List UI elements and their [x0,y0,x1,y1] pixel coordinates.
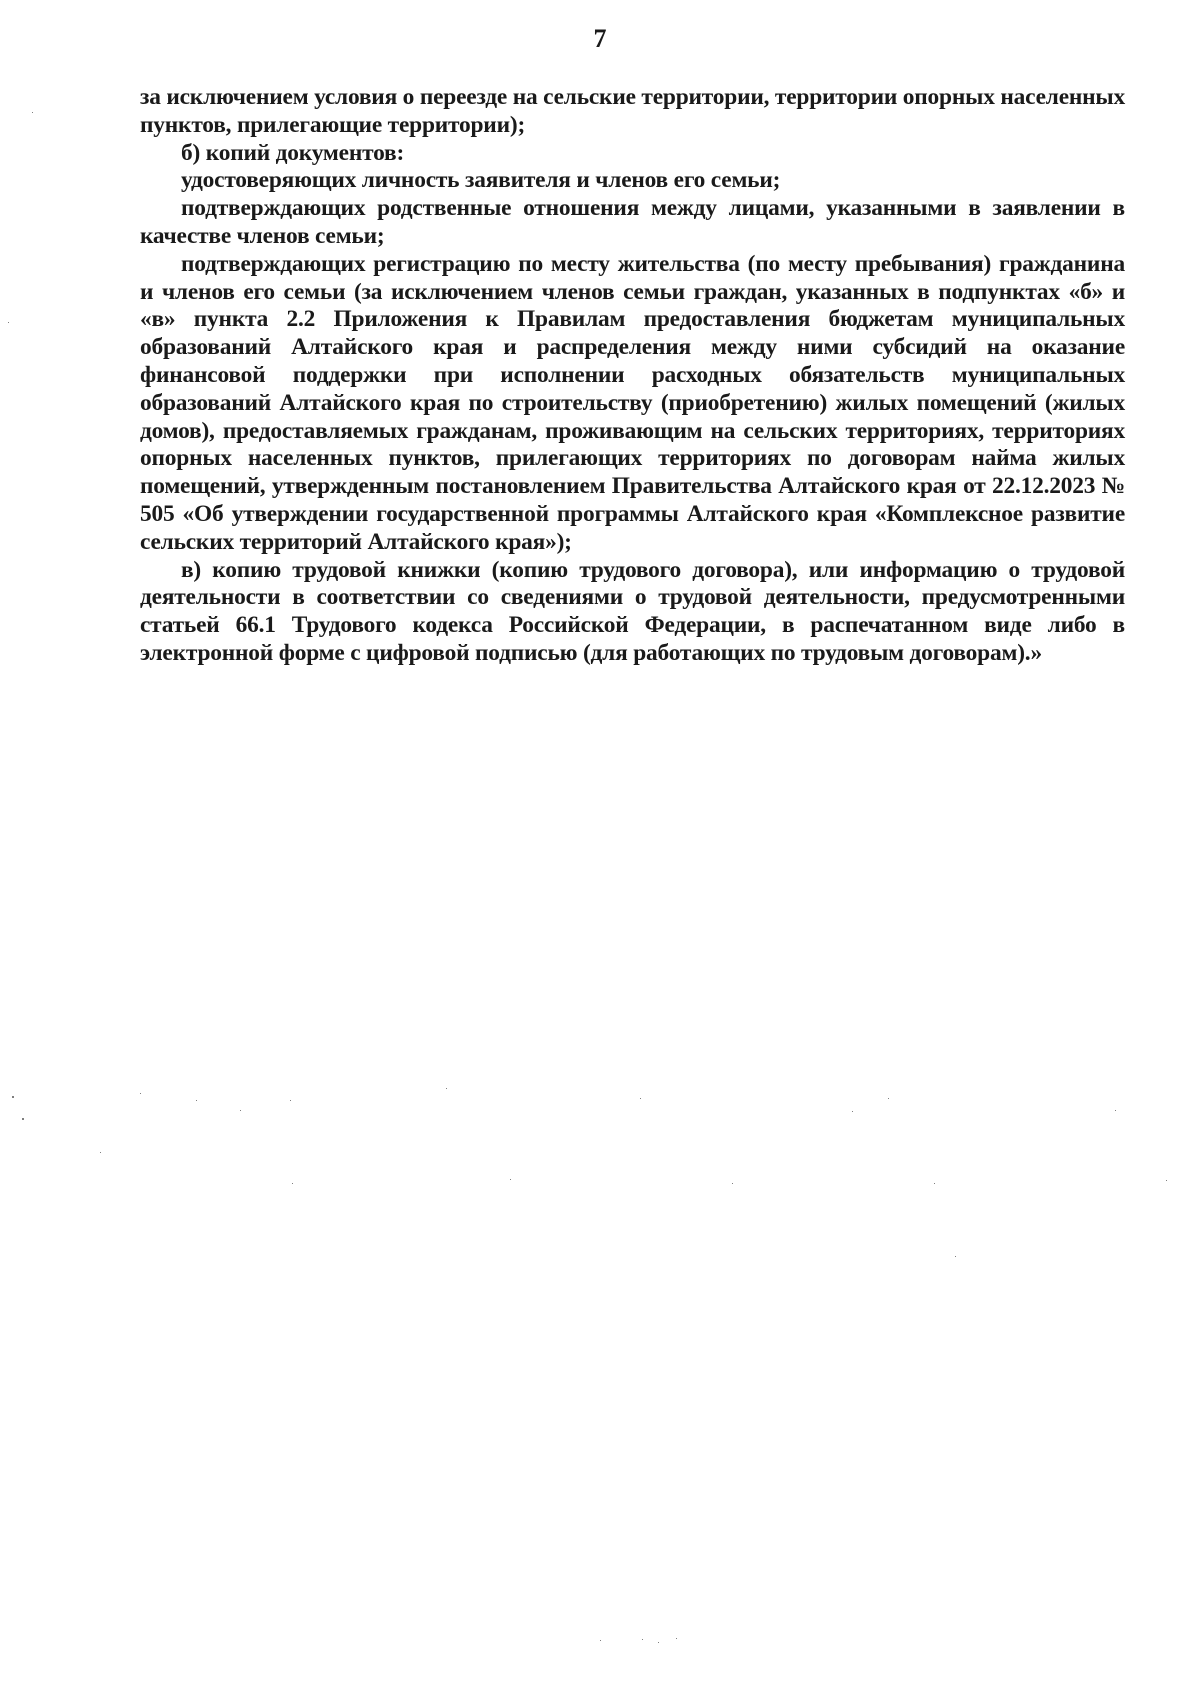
scan-speck [852,1111,853,1112]
scan-speck [240,1110,241,1111]
scan-speck [8,322,9,323]
paragraph-identity-documents: удостоверяющих личность заявителя и членов его семьи; [181,167,781,194]
paragraph-continuation: за исключением условия о переезде на сельские территории, территории опорных населенных пунктов, прилегающие территории); [140,84,1125,138]
page-number: 7 [593,24,607,53]
paragraph-item-b: б) копий документов: [181,139,405,166]
scan-speck [292,1183,293,1184]
paragraph-kinship-documents: подтверждающих родственные отношения между лицами, указанными в заявлении в качестве членов семьи; [140,195,1125,249]
scan-speck [12,1096,14,1098]
scan-speck [640,1098,641,1099]
scan-speck [510,1179,511,1180]
scan-speck [32,112,33,113]
scan-speck [22,1118,24,1120]
scan-speck [642,1639,643,1640]
scan-speck [1115,1110,1116,1111]
scan-speck [658,1642,659,1643]
scan-speck [140,1093,141,1094]
scan-speck [100,1152,101,1153]
scan-speck [1166,1180,1167,1181]
scan-speck [888,1098,889,1099]
document-body [140,84,1125,668]
paragraph-registration-documents: подтверждающих регистрацию по месту жительства (по месту пребывания) гражданина и членов его семьи (за исключением членов семьи граждан, указанных в подпунктах «б» и «в» пункта 2.2 Приложения к Правилам предоставления бюджетам муниципальных образований Алтайского края и распределения между ними субсидий на оказание финансовой поддержки при исполнении расходных обязательств муниципальных образований Алтайского края по строительству (приобретению) жилых помещений (жилых домов), предоставляемых гражданам, проживающим на сельских территориях, территориях опорных населенных пунктов, прилегающих территориях по договорам найма жилых помещений, утвержденным постановлением Правительства Алтайского края от 22.12.2023 № 505 «Об утверждении государственной программы Алтайского края «Комплексное развитие сельских территорий Алтайского края»); [140,250,1125,555]
scan-speck [955,1256,956,1257]
scan-speck [290,1100,291,1101]
scan-speck [196,1100,197,1101]
scan-speck [676,1638,677,1639]
scan-speck [600,1640,601,1641]
scan-speck [934,1183,935,1184]
scan-speck [732,1183,733,1184]
paragraph-item-v: в) копию трудовой книжки (копию трудового договора), или информацию о трудовой деятельности в соответствии со сведениями о трудовой деятельности, предусмотренными статьей 66.1 Трудового кодекса Российской Федерации, в распечатанном виде либо в электронной форме с цифровой подписью (для работающих по трудовым договорам).» [140,556,1125,666]
scan-speck [446,1088,447,1089]
